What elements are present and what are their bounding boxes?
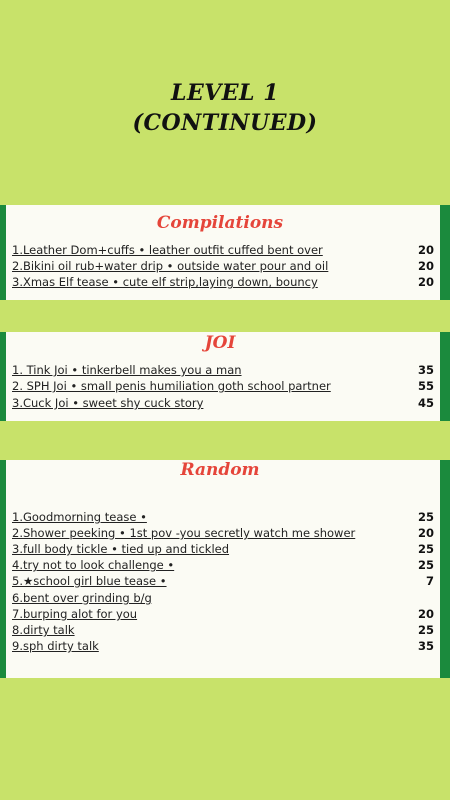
item-text: 1. Tink Joi • tinkerbell makes you a man: [12, 363, 242, 377]
item-price: 20: [417, 607, 434, 621]
random-title: Random: [180, 460, 260, 480]
compilations-card: [0, 205, 450, 300]
list-item: [12, 623, 436, 639]
list-item: [12, 542, 436, 558]
item-price: 20: [417, 275, 434, 289]
item-text: 8.dirty talk: [12, 623, 75, 637]
item-price: 25: [417, 623, 434, 637]
item-price: 20: [417, 259, 434, 273]
joi-title: JOI: [204, 333, 236, 353]
item-text: 7.burping alot for you: [12, 607, 138, 621]
list-item: [12, 396, 436, 412]
item-text: 2.Bikini oil rub+water drip • outside water pour and oil: [12, 259, 329, 273]
list-item: [12, 243, 436, 259]
item-text: 2.Shower peeking • 1st pov -you secretly watch me shower: [12, 526, 356, 540]
item-price: 55: [417, 379, 434, 393]
list-item: [12, 275, 436, 291]
item-price: 20: [417, 243, 434, 257]
joi-card: [0, 332, 450, 421]
list-item: [12, 526, 436, 542]
list-item: [12, 510, 436, 526]
list-item: [12, 607, 436, 623]
item-price: 25: [417, 542, 434, 556]
item-text: 2. SPH Joi • small penis humiliation goth school partner: [12, 379, 331, 393]
list-item: [12, 639, 436, 655]
item-text: 3.Xmas Elf tease • cute elf strip,laying down, bouncy: [12, 275, 318, 289]
item-text: 1.Goodmorning tease •: [12, 510, 147, 524]
list-item: [12, 574, 436, 590]
list-item: [12, 259, 436, 275]
item-text: 3.Cuck Joi • sweet shy cuck story: [12, 396, 204, 410]
item-price: 7: [425, 574, 434, 588]
list-item: [12, 591, 436, 607]
list-item: [12, 558, 436, 574]
random-card: [0, 460, 450, 678]
item-text: 6.bent over grinding b/g: [12, 591, 152, 605]
page-title-line2: (CONTINUED): [132, 110, 318, 136]
item-text: 5.★school girl blue tease •: [12, 574, 167, 588]
item-price: 20: [417, 526, 434, 540]
item-price: 25: [417, 510, 434, 524]
list-item: [12, 379, 436, 395]
item-price: 35: [417, 639, 434, 653]
compilations-title: Compilations: [156, 213, 284, 233]
item-text: 4.try not to look challenge •: [12, 558, 175, 572]
item-price: 25: [417, 558, 434, 572]
page-title-line1: LEVEL 1: [170, 80, 279, 106]
item-text: 1.Leather Dom+cuffs • leather outfit cuffed bent over: [12, 243, 323, 257]
item-text: 3.full body tickle • tied up and tickled: [12, 542, 230, 556]
item-price: 35: [417, 363, 434, 377]
list-item: [12, 363, 436, 379]
item-text: 9.sph dirty talk: [12, 639, 99, 653]
item-price: 45: [417, 396, 434, 410]
